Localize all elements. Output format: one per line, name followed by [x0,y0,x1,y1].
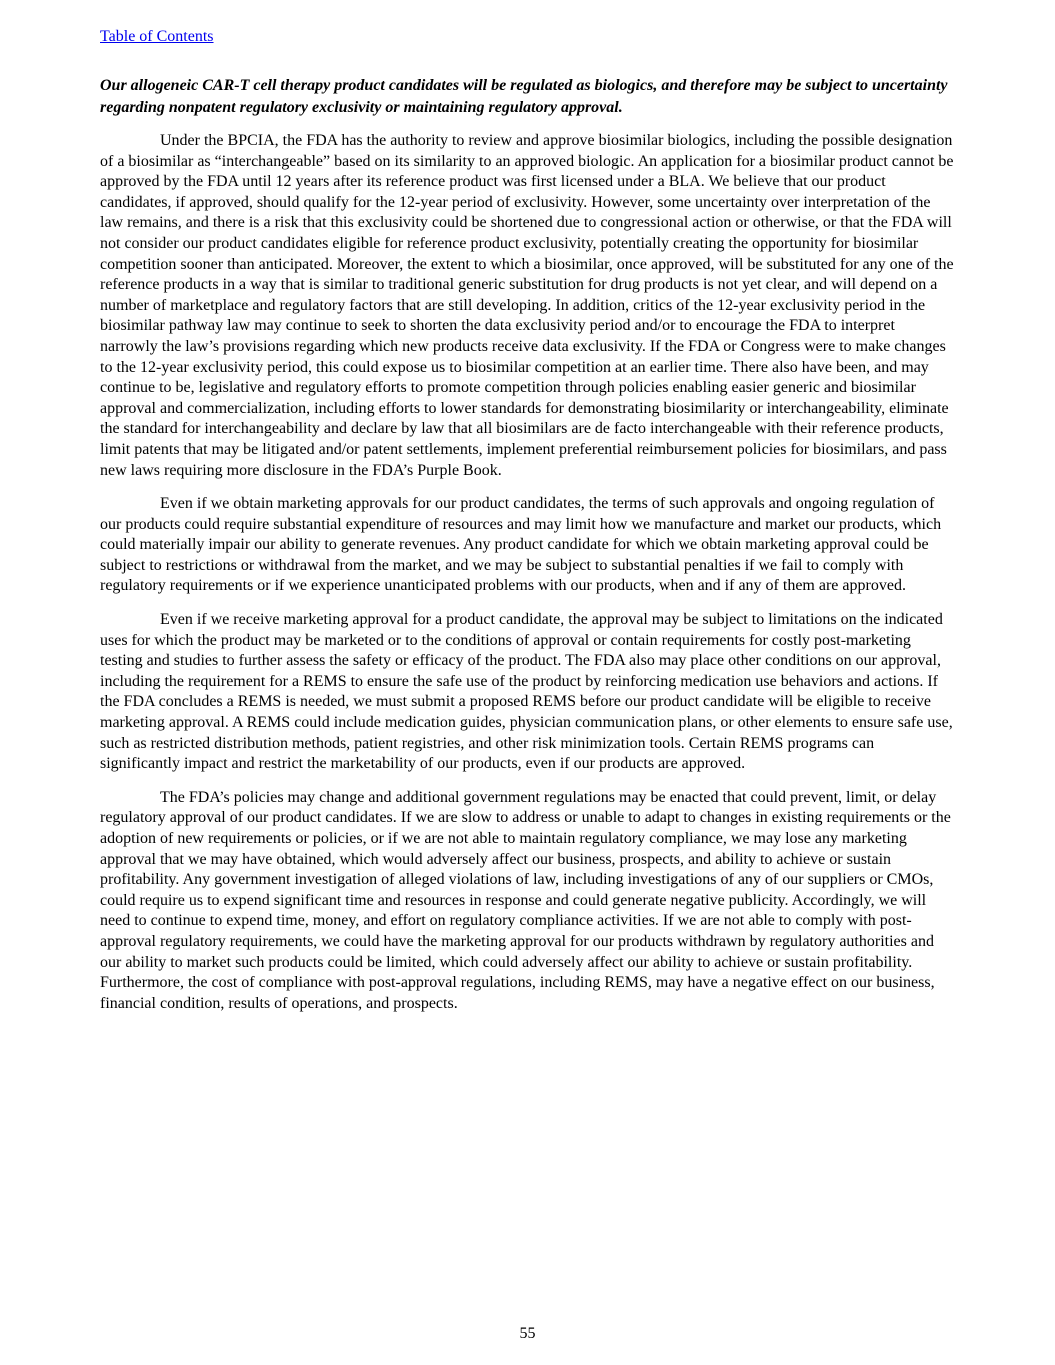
body-paragraph: Even if we receive marketing approval for a product candidate, the approval may be subject to limitations on the indicated uses for which the product may be marketed or to the conditions of approval or contain requirements for costly post-marketing testing and studies to further assess the safety or efficacy of the product. The FDA also may place other conditions on our approval, including the requirement for a REMS to ensure the safe use of the product by reinforcing medication use behaviors and actions. If the FDA concludes a REMS is needed, we must submit a proposed REMS before our product candidate will be eligible to receive marketing approval. A REMS could include medication guides, physician communication plans, or other elements to ensure safe use, such as restricted distribution methods, patient registries, and other risk minimization tools. Certain REMS programs can significantly impact and restrict the marketability of our products, even if our products are approved. [100,611,953,773]
body-paragraph: Under the BPCIA, the FDA has the authority to review and approve biosimilar biologics, including the possible designation of a biosimilar as “interchangeable” based on its similarity to an approved biologic. An application for a biosimilar product cannot be approved by the FDA until 12 years after its reference product was first licensed under a BLA. We believe that our product candidates, if approved, should qualify for the 12-year period of exclusivity. However, some uncertainty over interpretation of the law remains, and there is a risk that this exclusivity could be shortened due to congressional action or otherwise, or that the FDA will not consider our product candidates eligible for reference product exclusivity, potentially creating the opportunity for biosimilar competition sooner than anticipated. Moreover, the extent to which a biosimilar, once approved, will be substituted for any one of the reference products in a way that is similar to traditional generic substitution for drug products is not yet clear, and will depend on a number of marketplace and regulatory factors that are still developing. In addition, critics of the 12-year exclusivity period in the biosimilar pathway law may continue to seek to shorten the data exclusivity period and/or to encourage the FDA to interpret narrowly the law’s provisions regarding which new products receive data exclusivity. If the FDA or Congress were to make changes to the 12-year exclusivity period, this could expose us to biosimilar competition at an earlier time. There also have been, and may continue to be, legislative and regulatory efforts to promote competition through policies enabling easier generic and biosimilar approval and commercialization, including efforts to lower standards for demonstrating biosimilarity or interchangeability, eliminate the standard for interchangeability and declare by law that all biosimilars are de facto interchangeable with their reference products, limit patents that may be litigated and/or patent settlements, implement preferential reimbursement policies for biosimilars, and pass new laws requiring more disclosure in the FDA’s Purple Book. [100,132,954,479]
body-paragraph: Even if we obtain marketing approvals for our product candidates, the terms of such approvals and ongoing regulation of our products could require substantial expenditure of resources and may limit how we manufacture and market our products, which could materially impair our ability to generate revenues. Any product candidate for which we obtain marketing approval could be subject to restrictions or withdrawal from the market, and we may be subject to substantial penalties if we fail to comply with regulatory requirements or if we experience unanticipated problems with our products, when and if any of them are approved. [100,495,942,595]
page-number: 55 [519,1325,536,1342]
risk-factor-heading: Our allogeneic CAR-T cell therapy product candidates will be regulated as biologics, and therefore may be subject to uncertainty regarding nonpatent regulatory exclusivity or maintaining regulatory approval. [100,77,948,116]
body-paragraph: The FDA’s policies may change and additional government regulations may be enacted that could prevent, limit, or delay regulatory approval of our product candidates. If we are slow to address or unable to adapt to changes in existing requirements or the adoption of new requirements or policies, or if we are not able to maintain regulatory compliance, we may lose any marketing approval that we may have obtained, which would adversely affect our business, prospects, and ability to achieve or sustain profitability. Any government investigation of alleged violations of law, including investigations of any of our suppliers or CMOs, could require us to expend significant time and resources in response and could generate negative publicity. Accordingly, we will need to continue to expend time, money, and effort on regulatory compliance activities. If we are not able to comply with post-approval regulatory requirements, we could have the marketing approval for our products withdrawn by regulatory authorities and our ability to market such products could be limited, which could adversely affect our ability to achieve or sustain profitability. Furthermore, the cost of compliance with post-approval regulations, including REMS, may have a negative effect on our business, financial condition, results of operations, and prospects. [100,788,951,1012]
table-of-contents-link[interactable]: Table of Contents [100,28,214,45]
